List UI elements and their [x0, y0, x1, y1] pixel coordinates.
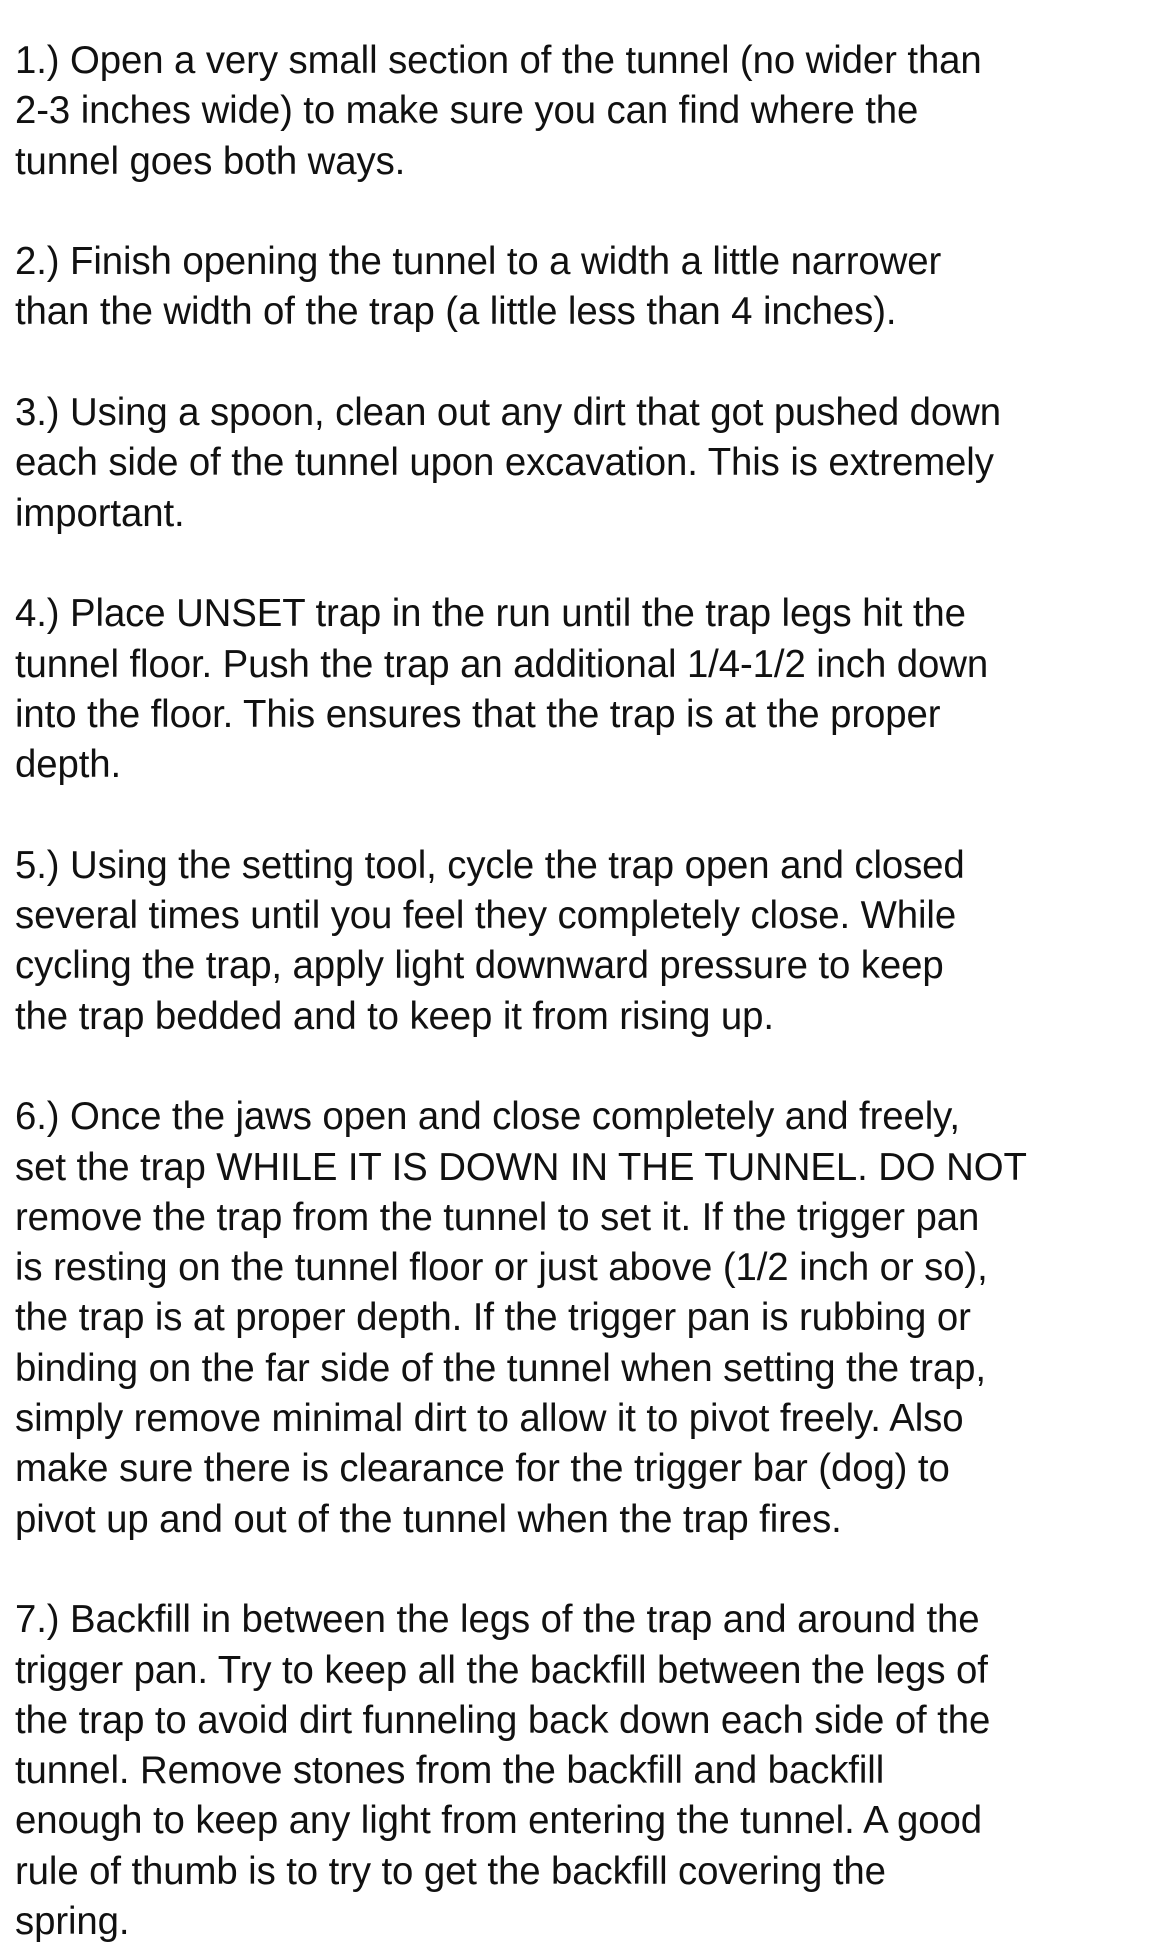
step-line: than the width of the trap (a little less than 4 inches).	[15, 290, 897, 334]
step-line: 1.) Open a very small section of the tunnel (no wider than	[15, 39, 982, 82]
step-line: tunnel goes both ways.	[15, 139, 406, 183]
step-line: make sure there is clearance for the trigger bar (dog) to	[15, 1447, 950, 1491]
step-line: spring.	[15, 1899, 130, 1943]
step-line: 4.) Place UNSET trap in the run until the trap legs hit the	[15, 592, 966, 636]
step-line: rule of thumb is to try to get the backfill covering the	[15, 1849, 886, 1893]
step-line: each side of the tunnel upon excavation. This is extremely	[15, 441, 994, 485]
step-line: into the floor. This ensures that the trap is at the proper	[15, 692, 941, 736]
instructions-document	[15, 36, 1153, 1947]
step-line: 2-3 inches wide) to make sure you can find where the	[15, 89, 919, 133]
step-line: 3.) Using a spoon, clean out any dirt that got pushed down	[15, 391, 1001, 435]
step-4	[15, 589, 1153, 790]
step-line: the trap is at proper depth. If the trigger pan is rubbing or	[15, 1296, 971, 1340]
step-line: the trap bedded and to keep it from rising up.	[15, 994, 774, 1038]
step-line: trigger pan. Try to keep all the backfill between the legs of	[15, 1648, 988, 1692]
step-line: cycling the trap, apply light downward pressure to keep	[15, 944, 944, 988]
step-line: 7.) Backfill in between the legs of the trap and around the	[15, 1598, 980, 1642]
step-6	[15, 1092, 1153, 1545]
step-line: pivot up and out of the tunnel when the trap fires.	[15, 1497, 842, 1541]
step-line: several times until you feel they completely close. While	[15, 894, 957, 938]
step-line: important.	[15, 491, 185, 535]
step-3	[15, 388, 1153, 539]
step-line: tunnel floor. Push the trap an additional 1/4-1/2 inch down	[15, 642, 989, 686]
step-line: simply remove minimal dirt to allow it to pivot freely. Also	[15, 1397, 964, 1441]
step-line: 6.) Once the jaws open and close completely and freely,	[15, 1095, 960, 1139]
step-line: tunnel. Remove stones from the backfill and backfill	[15, 1749, 885, 1793]
step-line: set the trap WHILE IT IS DOWN IN THE TUNNEL. DO NOT	[15, 1145, 1027, 1189]
step-line: is resting on the tunnel floor or just above (1/2 inch or so),	[15, 1246, 988, 1290]
step-line: binding on the far side of the tunnel when setting the trap,	[15, 1346, 986, 1390]
step-5	[15, 841, 1153, 1042]
step-7	[15, 1595, 1153, 1947]
step-line: depth.	[15, 743, 122, 787]
step-2	[15, 237, 1153, 338]
step-line: 2.) Finish opening the tunnel to a width a little narrower	[15, 240, 942, 284]
step-line: 5.) Using the setting tool, cycle the trap open and closed	[15, 843, 965, 887]
step-line: enough to keep any light from entering the tunnel. A good	[15, 1799, 982, 1843]
step-line: remove the trap from the tunnel to set it. If the trigger pan	[15, 1195, 980, 1239]
step-line: the trap to avoid dirt funneling back down each side of the	[15, 1698, 991, 1742]
step-1	[15, 36, 1153, 187]
